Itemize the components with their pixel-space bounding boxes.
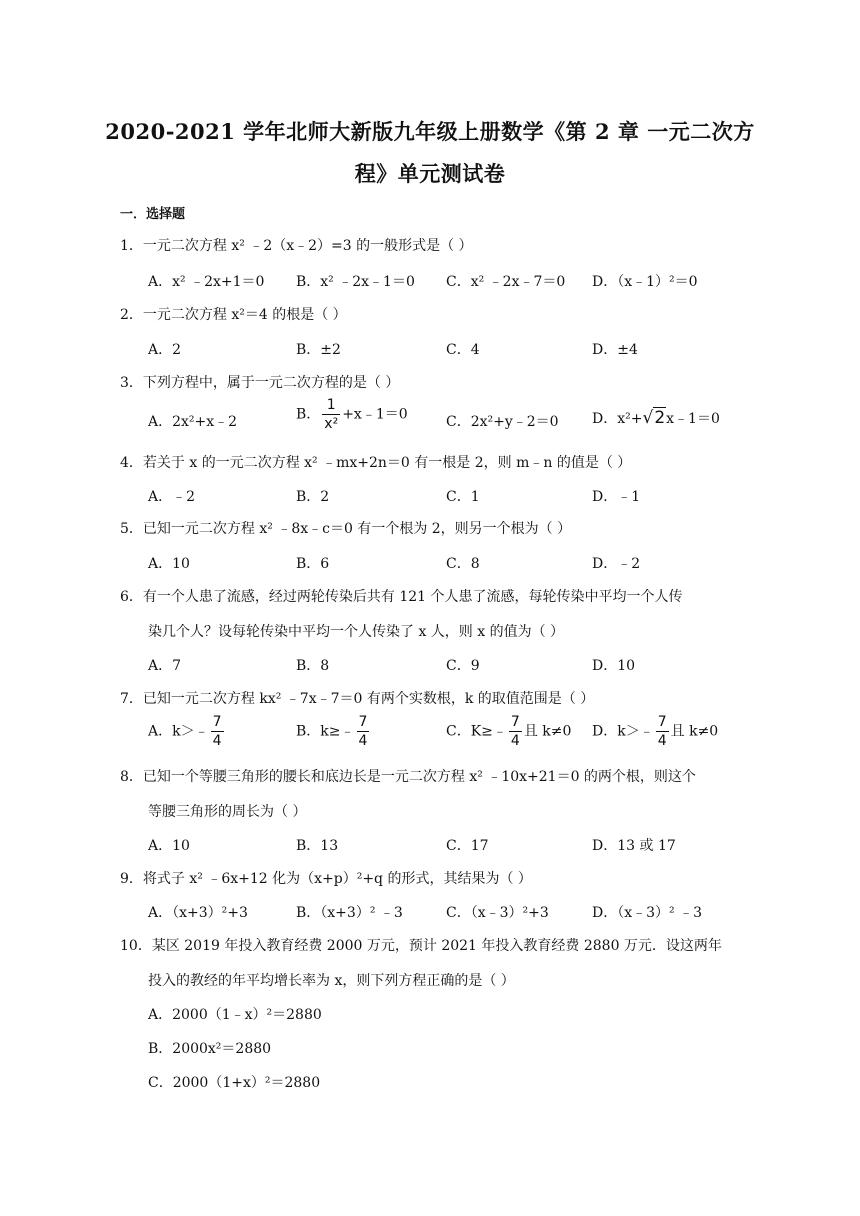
section-heading: 一．选择题	[120, 207, 186, 222]
fraction-numerator: 7	[510, 714, 520, 730]
question-7-stem: 7．已知一元二次方程 kx² ﹣7x﹣7＝0 有两个实数根，k 的取值范围是（ ）	[120, 691, 595, 707]
question-4-stem: 4．若关于 x 的一元二次方程 x² ﹣mx+2n＝0 有一根是 2，则 m﹣n 的值是（ ）	[120, 455, 632, 471]
question-6-stem: 6．有一个人患了流感，经过两轮传染后共有 121 个人患了流感，每轮传染中平均一个人传	[120, 589, 683, 605]
question-10-stem: 10．某区 2019 年投入教育经费 2000 万元，预计 2021 年投入教育经费 2880 万元．设这两年	[120, 938, 722, 954]
option-tail: x﹣1＝0	[666, 411, 720, 427]
fraction-numerator: 7	[358, 714, 368, 730]
option-suffix: 且 k≠0	[523, 723, 572, 740]
fraction	[656, 715, 669, 748]
question-8-stem-continued: 等腰三角形的周长为（ ）	[148, 804, 307, 820]
option-tail: +x﹣1＝0	[342, 406, 408, 423]
question-8-option-c: C．17	[446, 838, 489, 854]
option-letter: B．	[296, 406, 321, 423]
question-3-stem: 3．下列方程中，属于一元二次方程的是（ ）	[120, 375, 400, 391]
option-prefix: B．k≥﹣	[296, 723, 355, 740]
fraction-denominator: 4	[358, 733, 368, 749]
question-10-option-b: B．2000x²＝2880	[148, 1041, 272, 1057]
question-10-option-a: A．2000（1﹣x）²＝2880	[148, 1007, 322, 1023]
question-2-stem: 2．一元二次方程 x²＝4 的根是（ ）	[120, 307, 347, 323]
fraction-denominator: 4	[212, 733, 222, 749]
question-2-option-b: B．±2	[296, 342, 341, 358]
question-9-stem: 9．将式子 x² ﹣6x+12 化为（x+p）²+q 的形式，其结果为（ ）	[120, 871, 532, 887]
question-9-option-c: C．（x﹣3）²+3	[446, 905, 549, 921]
question-8-stem: 8．已知一个等腰三角形的腰长和底边长是一元二次方程 x² ﹣10x+21＝0 的两个根，则这个	[120, 769, 696, 785]
option-prefix: A．k＞﹣	[148, 723, 209, 740]
question-4-option-c: C．1	[446, 489, 480, 505]
question-5-stem: 5．已知一元二次方程 x² ﹣8x﹣c＝0 有一个根为 2，则另一个根为（ ）	[120, 521, 572, 537]
question-9-option-d: D．（x﹣3）² ﹣3	[592, 905, 702, 921]
question-3-option-b	[296, 398, 408, 431]
question-1-option-b: B．x² ﹣2x﹣1＝0	[296, 274, 415, 290]
question-1-option-d: D．（x﹣1）²＝0	[592, 274, 698, 290]
fraction-numerator: 7	[657, 714, 667, 730]
question-1-option-c: C．x² ﹣2x﹣7＝0	[446, 274, 566, 290]
question-4-option-d: D．﹣1	[592, 489, 641, 505]
question-1-option-a: A．x² ﹣2x+1＝0	[148, 274, 265, 290]
radicand: 2	[654, 408, 666, 428]
question-3-option-c: C．2x²+y﹣2＝0	[446, 414, 559, 430]
question-8-option-d: D．13 或 17	[592, 838, 676, 854]
exam-title-line-1: 2020-2021 学年北师大新版九年级上册数学《第 2 章 一元二次方	[105, 119, 755, 144]
question-6-stem-continued: 染几个人？设每轮传染中平均一个人传染了 x 人，则 x 的值为（ ）	[148, 624, 565, 640]
question-5-option-a: A．10	[148, 556, 190, 572]
question-8-option-b: B．13	[296, 838, 339, 854]
question-4-option-a: A．﹣2	[148, 489, 196, 505]
option-prefix: D．x²+	[592, 411, 643, 427]
question-5-option-c: C．8	[446, 556, 480, 572]
fraction-denominator: x²	[324, 416, 339, 432]
exam-title-line-2: 程》单元测试卷	[354, 161, 506, 186]
fraction	[357, 715, 370, 748]
question-2-option-d: D．±4	[592, 342, 638, 358]
question-2-option-a: A．2	[148, 342, 182, 358]
question-6-option-d: D．10	[592, 658, 636, 674]
fraction	[211, 715, 224, 748]
question-7-option-d	[592, 715, 718, 748]
fraction-numerator: 1	[326, 397, 336, 413]
question-8-option-a: A．10	[148, 838, 190, 854]
question-6-option-b: B．8	[296, 658, 330, 674]
question-5-option-b: B．6	[296, 556, 330, 572]
question-10-option-c: C．2000（1+x）²＝2880	[148, 1075, 321, 1091]
question-4-option-b: B．2	[296, 489, 330, 505]
fraction	[322, 398, 340, 431]
fraction	[509, 715, 522, 748]
option-prefix: D．k＞﹣	[592, 723, 654, 740]
question-7-option-b	[296, 715, 371, 748]
question-7-option-c	[446, 715, 571, 748]
question-7-option-a	[148, 715, 226, 748]
question-6-option-c: C．9	[446, 658, 480, 674]
fraction-denominator: 4	[510, 733, 520, 749]
option-suffix: 且 k≠0	[670, 723, 719, 740]
fraction-numerator: 7	[212, 714, 222, 730]
question-1-stem: 1．一元二次方程 x² ﹣2（x﹣2）=3 的一般形式是（ ）	[120, 238, 473, 254]
question-2-option-c: C．4	[446, 342, 480, 358]
question-3-option-d	[592, 408, 720, 428]
question-9-option-b: B．（x+3）² ﹣3	[296, 905, 403, 921]
fraction-denominator: 4	[657, 733, 667, 749]
question-6-option-a: A．7	[148, 658, 182, 674]
option-prefix: C．K≥﹣	[446, 723, 507, 740]
question-10-stem-continued: 投入的教经的年平均增长率为 x，则下列方程正确的是（ ）	[148, 973, 515, 989]
question-5-option-d: D．﹣2	[592, 556, 641, 572]
question-9-option-a: A．（x+3）²+3	[148, 905, 248, 921]
square-root-sign: √2	[642, 408, 666, 428]
question-3-option-a: A．2x²+x﹣2	[148, 414, 238, 430]
